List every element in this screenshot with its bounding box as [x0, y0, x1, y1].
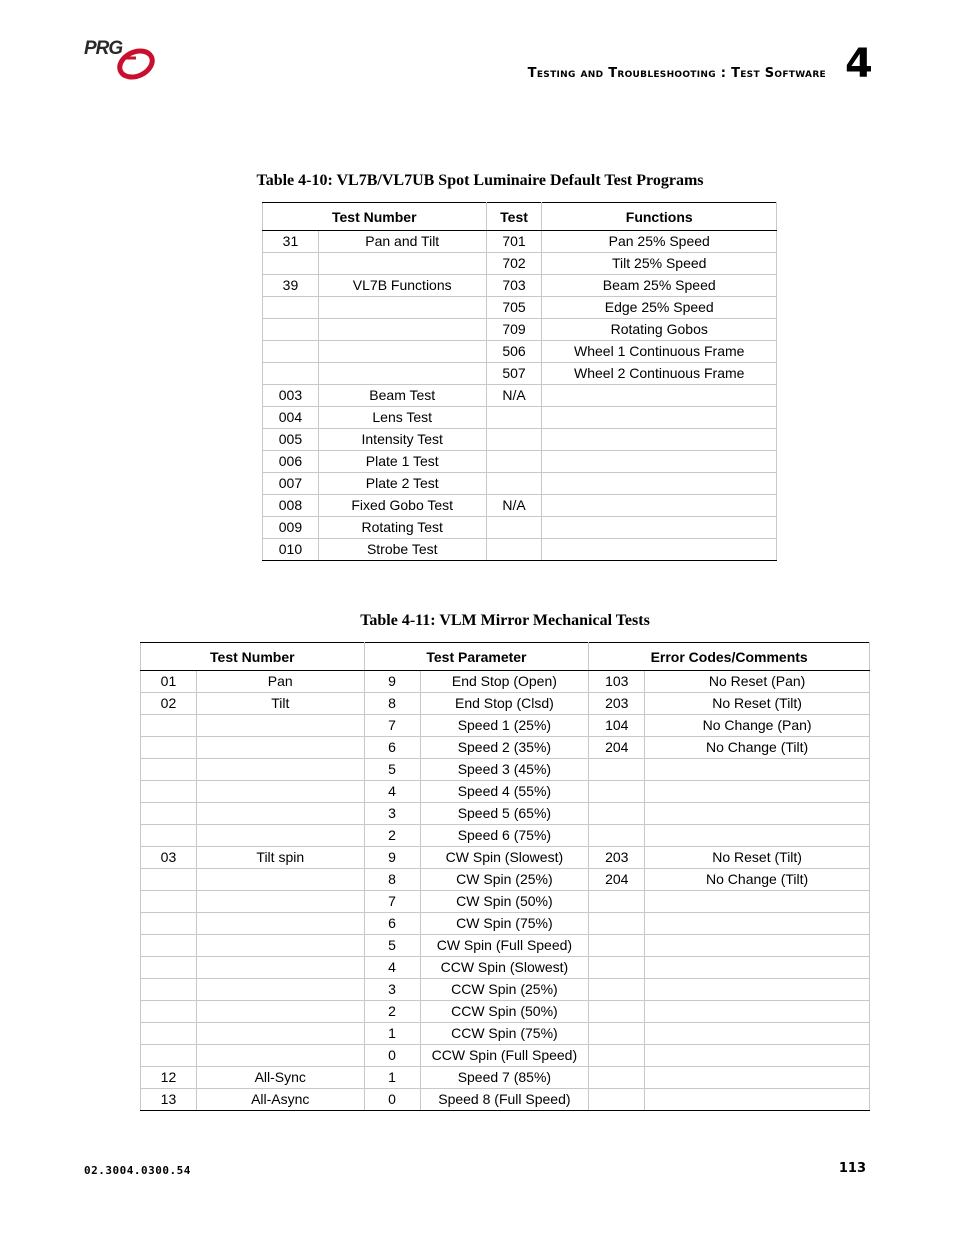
- table-cell: 6: [364, 913, 420, 935]
- table-cell: [589, 1001, 645, 1023]
- table-cell: 507: [486, 363, 542, 385]
- table-cell: [263, 319, 319, 341]
- table-cell: [196, 825, 364, 847]
- table-cell: Speed 7 (85%): [420, 1067, 589, 1089]
- table-cell: 701: [486, 231, 542, 253]
- table-cell: 010: [263, 539, 319, 561]
- table-cell: 009: [263, 517, 319, 539]
- table-cell: [542, 517, 777, 539]
- table-cell: Speed 6 (75%): [420, 825, 589, 847]
- logo-text: PRG: [84, 38, 123, 59]
- table-cell: 03: [141, 847, 197, 869]
- table-cell: 203: [589, 847, 645, 869]
- table-cell: Speed 3 (45%): [420, 759, 589, 781]
- prg-logo: [84, 38, 164, 84]
- table-cell: [645, 1045, 870, 1067]
- table-cell: [141, 825, 197, 847]
- table-cell: 5: [364, 935, 420, 957]
- table-cell: Fixed Gobo Test: [318, 495, 486, 517]
- table-cell: 007: [263, 473, 319, 495]
- table-cell: CCW Spin (Slowest): [420, 957, 589, 979]
- table-row: [141, 913, 870, 935]
- table-cell: N/A: [486, 495, 542, 517]
- table-cell: [645, 1067, 870, 1089]
- table-cell: No Reset (Tilt): [645, 693, 870, 715]
- table-cell: [196, 891, 364, 913]
- table-cell: 39: [263, 275, 319, 297]
- table-cell: [141, 913, 197, 935]
- table-cell: [141, 1045, 197, 1067]
- table-cell: [589, 957, 645, 979]
- table-cell: [263, 253, 319, 275]
- table-row: [141, 781, 870, 803]
- table-cell: [589, 1045, 645, 1067]
- table2-caption: Table 4-11: VLM Mirror Mechanical Tests: [360, 612, 650, 629]
- table-cell: [141, 979, 197, 1001]
- table-cell: [645, 803, 870, 825]
- col-header-test-number: Test Number: [263, 203, 487, 231]
- table-cell: [318, 341, 486, 363]
- table-cell: No Reset (Tilt): [645, 847, 870, 869]
- table-cell: All-Sync: [196, 1067, 364, 1089]
- table-row: [141, 1089, 870, 1111]
- table-cell: 004: [263, 407, 319, 429]
- table-row: [141, 759, 870, 781]
- table-row: [263, 385, 777, 407]
- table-row: [141, 1067, 870, 1089]
- table-cell: [486, 539, 542, 561]
- table-cell: [318, 319, 486, 341]
- table-cell: [196, 957, 364, 979]
- table-cell: Intensity Test: [318, 429, 486, 451]
- table-cell: [196, 715, 364, 737]
- table-cell: [141, 803, 197, 825]
- table-cell: Pan 25% Speed: [542, 231, 777, 253]
- table-row: [263, 517, 777, 539]
- table-cell: Rotating Gobos: [542, 319, 777, 341]
- table-cell: [542, 495, 777, 517]
- table-cell: Edge 25% Speed: [542, 297, 777, 319]
- document-number: 02.3004.0300.54: [84, 1164, 191, 1177]
- table-cell: [196, 737, 364, 759]
- table-cell: Plate 1 Test: [318, 451, 486, 473]
- table-cell: [196, 979, 364, 1001]
- table-cell: [263, 363, 319, 385]
- table-cell: 204: [589, 737, 645, 759]
- table-cell: 02: [141, 693, 197, 715]
- table-cell: [196, 869, 364, 891]
- table-row: [263, 297, 777, 319]
- table-cell: [645, 759, 870, 781]
- table-cell: 9: [364, 847, 420, 869]
- table-cell: [141, 715, 197, 737]
- table-cell: [196, 1045, 364, 1067]
- table-cell: 3: [364, 803, 420, 825]
- table-cell: [542, 407, 777, 429]
- table-cell: [196, 803, 364, 825]
- table-cell: CW Spin (75%): [420, 913, 589, 935]
- table-cell: 005: [263, 429, 319, 451]
- table-cell: No Change (Tilt): [645, 737, 870, 759]
- table-cell: [589, 979, 645, 1001]
- table-row: [263, 341, 777, 363]
- table-cell: [196, 781, 364, 803]
- table-cell: No Change (Pan): [645, 715, 870, 737]
- table-row: [141, 671, 870, 693]
- table-cell: [589, 913, 645, 935]
- table-cell: Speed 2 (35%): [420, 737, 589, 759]
- table-cell: 0: [364, 1089, 420, 1111]
- chapter-number: 4: [845, 41, 873, 87]
- test-programs-table: [262, 202, 777, 561]
- table-cell: [542, 451, 777, 473]
- table-cell: Lens Test: [318, 407, 486, 429]
- table-row: [141, 979, 870, 1001]
- table-cell: [589, 759, 645, 781]
- table-cell: CW Spin (Full Speed): [420, 935, 589, 957]
- table-cell: 12: [141, 1067, 197, 1089]
- table-cell: [486, 429, 542, 451]
- table-cell: No Reset (Pan): [645, 671, 870, 693]
- table-cell: [196, 1001, 364, 1023]
- table-cell: CCW Spin (75%): [420, 1023, 589, 1045]
- table-cell: [589, 1067, 645, 1089]
- table-cell: [486, 473, 542, 495]
- table-cell: [589, 803, 645, 825]
- table-cell: [141, 1023, 197, 1045]
- table-cell: 13: [141, 1089, 197, 1111]
- table-cell: [589, 825, 645, 847]
- table-cell: 31: [263, 231, 319, 253]
- table-cell: 2: [364, 825, 420, 847]
- table-row: [141, 693, 870, 715]
- table-cell: 5: [364, 759, 420, 781]
- table-cell: CCW Spin (50%): [420, 1001, 589, 1023]
- table-cell: [318, 363, 486, 385]
- table-cell: CCW Spin (Full Speed): [420, 1045, 589, 1067]
- table-cell: 003: [263, 385, 319, 407]
- table-cell: 204: [589, 869, 645, 891]
- table-cell: 0: [364, 1045, 420, 1067]
- table-cell: CW Spin (50%): [420, 891, 589, 913]
- col-header-test-parameter: Test Parameter: [364, 643, 589, 671]
- table-cell: [141, 891, 197, 913]
- table-cell: Beam Test: [318, 385, 486, 407]
- table-cell: 203: [589, 693, 645, 715]
- table-cell: 008: [263, 495, 319, 517]
- table-row: [263, 363, 777, 385]
- col-header-test: Test: [486, 203, 542, 231]
- table-cell: [141, 737, 197, 759]
- table-row: [263, 495, 777, 517]
- table-row: [141, 957, 870, 979]
- table-row: [141, 1045, 870, 1067]
- table-cell: No Change (Tilt): [645, 869, 870, 891]
- table-cell: CW Spin (Slowest): [420, 847, 589, 869]
- header-title: Testing and Troubleshooting : Test Software: [527, 66, 826, 81]
- table-cell: 703: [486, 275, 542, 297]
- table-cell: [486, 451, 542, 473]
- table-cell: Tilt: [196, 693, 364, 715]
- table-cell: [263, 341, 319, 363]
- table-cell: Strobe Test: [318, 539, 486, 561]
- table-cell: 8: [364, 869, 420, 891]
- table-cell: [263, 297, 319, 319]
- table-cell: [318, 253, 486, 275]
- table-row: [141, 935, 870, 957]
- table-cell: Speed 8 (Full Speed): [420, 1089, 589, 1111]
- table-cell: [645, 891, 870, 913]
- table-cell: [645, 979, 870, 1001]
- mirror-tests-table: [140, 642, 870, 1111]
- table-cell: 1: [364, 1023, 420, 1045]
- table-cell: [589, 891, 645, 913]
- table-row: [141, 891, 870, 913]
- table-cell: Speed 1 (25%): [420, 715, 589, 737]
- table-row: [141, 847, 870, 869]
- table-cell: [542, 385, 777, 407]
- table-cell: 7: [364, 715, 420, 737]
- logo-swoosh-icon: [84, 38, 164, 84]
- table-cell: End Stop (Clsd): [420, 693, 589, 715]
- table-cell: [196, 913, 364, 935]
- table-cell: [196, 935, 364, 957]
- table-cell: [645, 1001, 870, 1023]
- table-cell: CW Spin (25%): [420, 869, 589, 891]
- table-cell: [542, 429, 777, 451]
- table-cell: [589, 781, 645, 803]
- table-cell: [645, 1023, 870, 1045]
- table-cell: 006: [263, 451, 319, 473]
- table-cell: 702: [486, 253, 542, 275]
- table1-caption: Table 4-10: VL7B/VL7UB Spot Luminaire Default Test Programs: [256, 172, 704, 189]
- col-header-test-number: Test Number: [141, 643, 365, 671]
- table-cell: 1: [364, 1067, 420, 1089]
- table-cell: [645, 1089, 870, 1111]
- table-row: [263, 253, 777, 275]
- table-cell: Pan: [196, 671, 364, 693]
- table-cell: N/A: [486, 385, 542, 407]
- table-row: [263, 319, 777, 341]
- table-row: [141, 825, 870, 847]
- table-cell: 705: [486, 297, 542, 319]
- page-number: 113: [838, 1161, 866, 1176]
- table-cell: All-Async: [196, 1089, 364, 1111]
- table-cell: [318, 297, 486, 319]
- table-cell: [486, 407, 542, 429]
- table-cell: [589, 1023, 645, 1045]
- table-cell: CCW Spin (25%): [420, 979, 589, 1001]
- table-row: [263, 429, 777, 451]
- table-cell: [645, 825, 870, 847]
- table-row: [263, 451, 777, 473]
- table-cell: [645, 781, 870, 803]
- table-cell: End Stop (Open): [420, 671, 589, 693]
- table-cell: Tilt spin: [196, 847, 364, 869]
- table-cell: Speed 5 (65%): [420, 803, 589, 825]
- table-cell: Plate 2 Test: [318, 473, 486, 495]
- table-row: [263, 473, 777, 495]
- table-row: [141, 803, 870, 825]
- table-cell: 709: [486, 319, 542, 341]
- table-cell: Pan and Tilt: [318, 231, 486, 253]
- table-cell: [141, 869, 197, 891]
- table-cell: Wheel 1 Continuous Frame: [542, 341, 777, 363]
- table-cell: [645, 957, 870, 979]
- table-cell: [141, 935, 197, 957]
- table-cell: [141, 957, 197, 979]
- table-row: [263, 231, 777, 253]
- table-row: [141, 1001, 870, 1023]
- table-row: [141, 1023, 870, 1045]
- table-cell: [645, 913, 870, 935]
- table-cell: [542, 539, 777, 561]
- table-cell: 8: [364, 693, 420, 715]
- table-cell: [542, 473, 777, 495]
- table-cell: 01: [141, 671, 197, 693]
- table-cell: [196, 1023, 364, 1045]
- table-cell: 4: [364, 781, 420, 803]
- table-cell: [141, 1001, 197, 1023]
- table-cell: 506: [486, 341, 542, 363]
- table-cell: 103: [589, 671, 645, 693]
- table-cell: [141, 759, 197, 781]
- table-cell: 3: [364, 979, 420, 1001]
- table-cell: [486, 517, 542, 539]
- table-cell: Rotating Test: [318, 517, 486, 539]
- table-cell: VL7B Functions: [318, 275, 486, 297]
- table-cell: 9: [364, 671, 420, 693]
- col-header-error-codes: Error Codes/Comments: [589, 643, 870, 671]
- table-row: [141, 869, 870, 891]
- table-row: [141, 737, 870, 759]
- table-cell: Speed 4 (55%): [420, 781, 589, 803]
- table-cell: 7: [364, 891, 420, 913]
- table-cell: 2: [364, 1001, 420, 1023]
- table-cell: [196, 759, 364, 781]
- col-header-functions: Functions: [542, 203, 777, 231]
- table-cell: [589, 1089, 645, 1111]
- table-cell: 104: [589, 715, 645, 737]
- table-row: [263, 275, 777, 297]
- table-cell: [589, 935, 645, 957]
- table-row: [263, 539, 777, 561]
- table-cell: Wheel 2 Continuous Frame: [542, 363, 777, 385]
- table-cell: 6: [364, 737, 420, 759]
- table-cell: [141, 781, 197, 803]
- table-row: [141, 715, 870, 737]
- table-cell: Beam 25% Speed: [542, 275, 777, 297]
- table-cell: Tilt 25% Speed: [542, 253, 777, 275]
- table-cell: 4: [364, 957, 420, 979]
- table-cell: [645, 935, 870, 957]
- table-row: [263, 407, 777, 429]
